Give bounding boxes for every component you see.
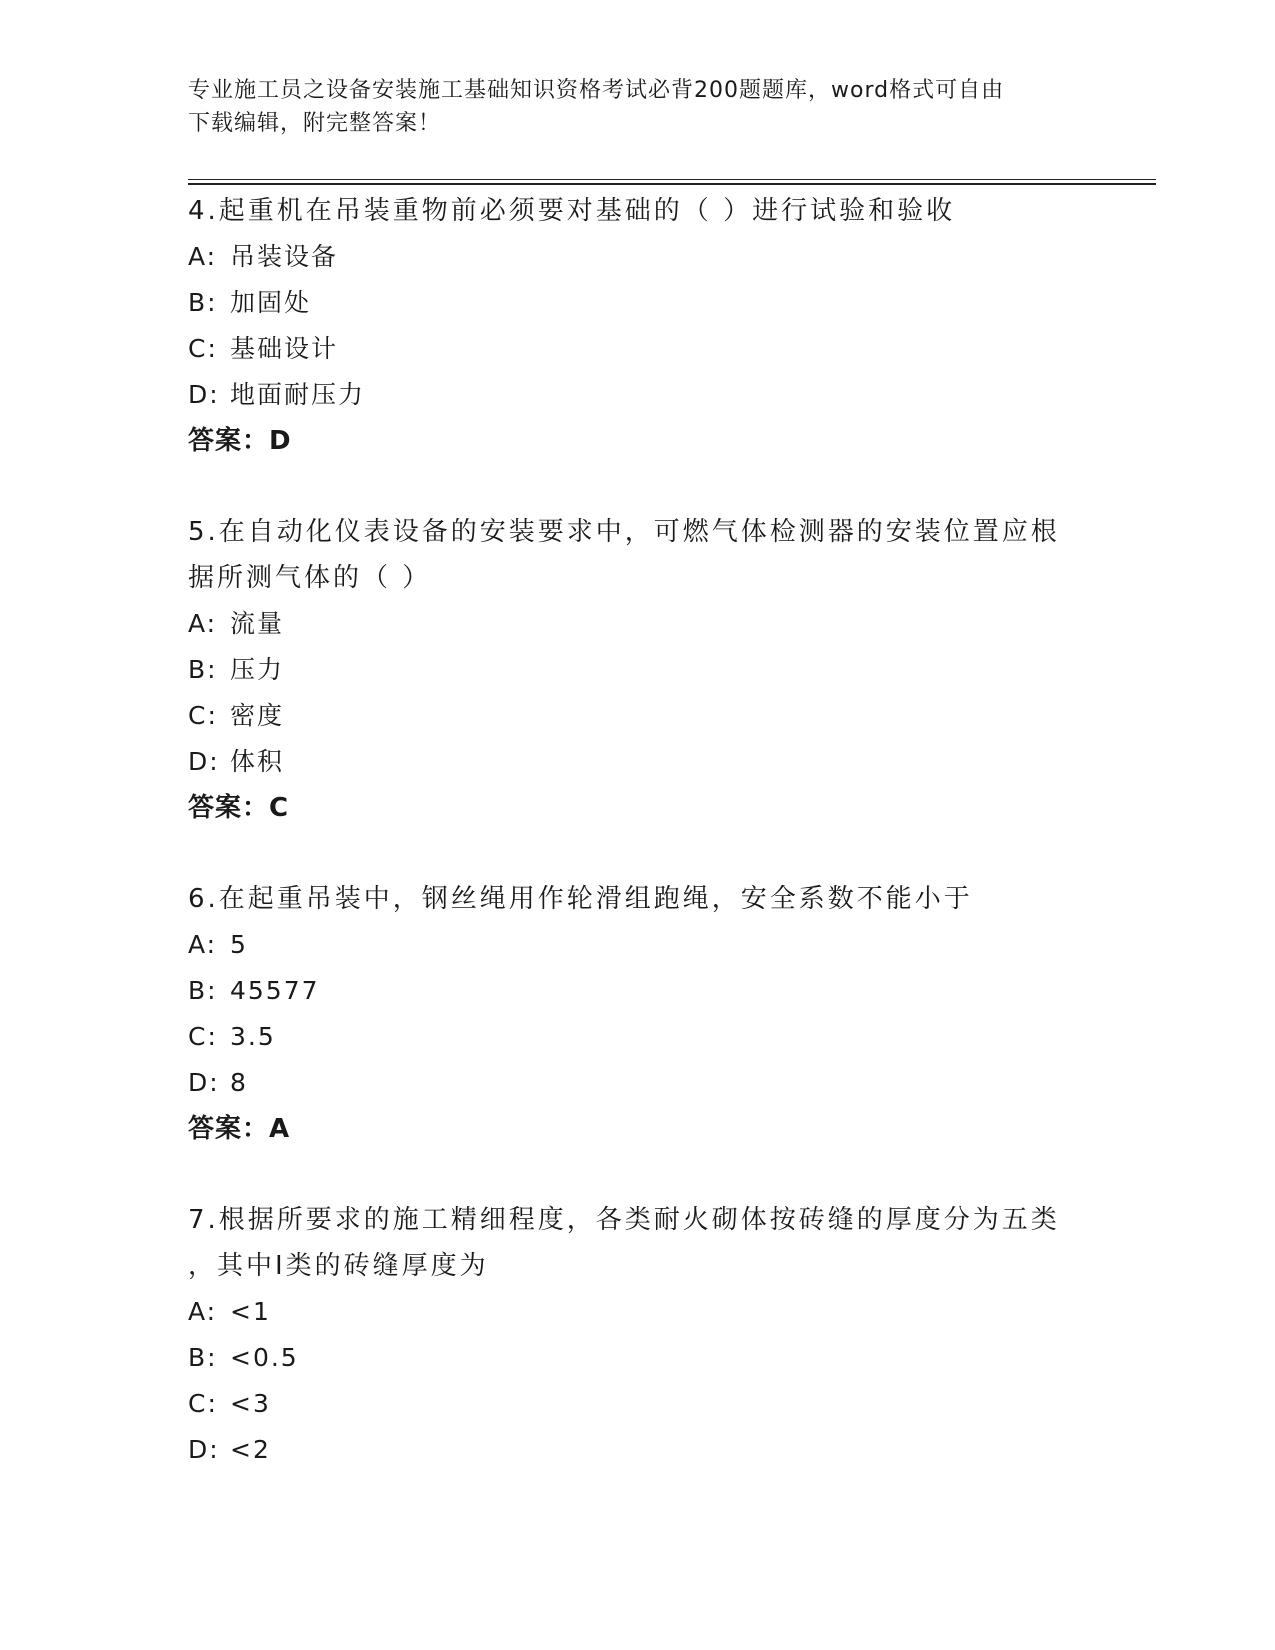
option-letter: C:: [188, 701, 218, 730]
question-block: [188, 876, 1088, 1152]
option-letter: C:: [188, 334, 218, 363]
question-stem: 6.在起重吊装中，钢丝绳用作轮滑组跑绳，安全系数不能小于: [188, 884, 973, 914]
answer-option: [188, 372, 1088, 418]
option-text: 加固处: [230, 288, 312, 317]
question-stem: 7.根据所要求的施工精细程度，各类耐火砌体按砖缝的厚度分为五类: [188, 1205, 1060, 1235]
option-letter: A:: [188, 930, 218, 959]
option-letter: B:: [188, 655, 218, 684]
answer-option: [188, 1381, 1088, 1427]
answer-option: [188, 1014, 1088, 1060]
question-block: [188, 509, 1088, 831]
option-letter: C:: [188, 1389, 218, 1418]
answer-option: [188, 234, 1088, 280]
option-text: <0.5: [230, 1343, 299, 1372]
header-line-2: 下载编辑，附完整答案！: [188, 111, 442, 136]
option-text: 5: [230, 930, 248, 959]
answer-key: 答案：A: [188, 1114, 291, 1144]
option-text: 45577: [230, 976, 320, 1005]
header-divider-thick: [188, 183, 1156, 185]
option-text: 压力: [230, 655, 285, 684]
option-text: 地面耐压力: [230, 380, 366, 409]
option-letter: B:: [188, 976, 218, 1005]
option-text: 基础设计: [230, 334, 339, 363]
option-letter: D:: [188, 747, 220, 776]
option-text: <2: [230, 1435, 271, 1464]
answer-option: [188, 968, 1088, 1014]
question-stem: 据所测气体的（ ）: [188, 563, 432, 593]
option-letter: A:: [188, 242, 218, 271]
answer-option: [188, 326, 1088, 372]
question-stem: 4.起重机在吊装重物前必须要对基础的（ ）进行试验和验收: [188, 196, 956, 226]
question-spacer: [188, 1152, 1088, 1197]
answer-option: [188, 1289, 1088, 1335]
option-letter: D:: [188, 1435, 220, 1464]
option-letter: B:: [188, 1343, 218, 1372]
answer-key: 答案：D: [188, 426, 292, 456]
option-letter: B:: [188, 288, 218, 317]
question-block: [188, 188, 1088, 464]
option-text: 密度: [230, 701, 285, 730]
answer-option: [188, 1060, 1088, 1106]
option-text: 体积: [230, 747, 285, 776]
option-letter: D:: [188, 1068, 220, 1097]
answer-option: [188, 1427, 1088, 1473]
question-stem: ，其中Ⅰ类的砖缝厚度为: [188, 1251, 489, 1281]
document-header: [188, 74, 1088, 140]
header-divider-thin: [188, 179, 1156, 180]
answer-option: [188, 647, 1088, 693]
answer-option: [188, 601, 1088, 647]
header-line-1: 专业施工员之设备安装施工基础知识资格考试必背200题题库，word格式可自由: [188, 78, 1005, 103]
option-text: 3.5: [230, 1022, 276, 1051]
option-letter: A:: [188, 609, 218, 638]
option-letter: C:: [188, 1022, 218, 1051]
question-stem: 5.在自动化仪表设备的安装要求中，可燃气体检测器的安装位置应根: [188, 517, 1060, 547]
answer-option: [188, 922, 1088, 968]
option-text: <3: [230, 1389, 271, 1418]
question-block: [188, 1197, 1088, 1473]
option-text: 流量: [230, 609, 285, 638]
question-list: [188, 188, 1088, 1473]
answer-option: [188, 1335, 1088, 1381]
answer-option: [188, 280, 1088, 326]
option-letter: A:: [188, 1297, 218, 1326]
option-text: 8: [230, 1068, 248, 1097]
question-spacer: [188, 831, 1088, 876]
option-text: 吊装设备: [230, 242, 339, 271]
answer-key: 答案：C: [188, 793, 290, 823]
question-spacer: [188, 464, 1088, 509]
answer-option: [188, 693, 1088, 739]
option-text: <1: [230, 1297, 271, 1326]
option-letter: D:: [188, 380, 220, 409]
answer-option: [188, 739, 1088, 785]
